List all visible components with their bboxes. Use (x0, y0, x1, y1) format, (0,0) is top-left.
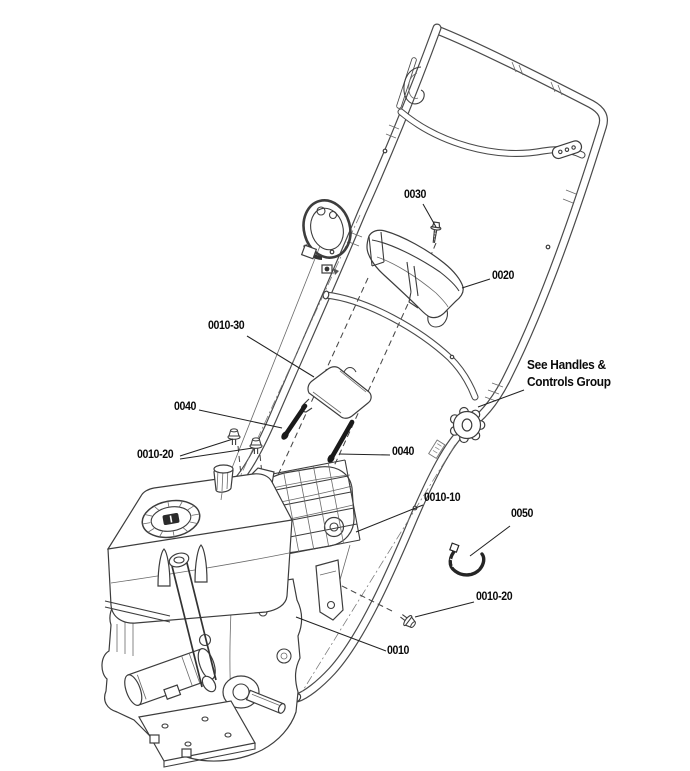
callout-0010-30: 0010-30 (208, 320, 245, 332)
callout-0020: 0020 (492, 270, 515, 282)
note-line-1: See Handles & (527, 358, 606, 372)
part-0040-bolt-right (326, 422, 352, 464)
part-0010-20-bolt-a (228, 429, 240, 445)
callout-0030: 0030 (404, 189, 427, 201)
note-handles-controls-group (527, 357, 611, 390)
callout-0010-20-left: 0010-20 (137, 449, 174, 461)
callout-0010-20-bottom: 0010-20 (476, 591, 513, 603)
part-0050-spring-clip (450, 543, 484, 575)
note-line-2: Controls Group (527, 374, 611, 389)
callout-0040-left: 0040 (174, 401, 197, 413)
callout-0040-right: 0040 (392, 446, 415, 458)
part-0010-30-bracket (302, 367, 372, 419)
callout-0010: 0010 (387, 645, 410, 657)
control-cable (232, 246, 320, 468)
callout-0050: 0050 (511, 508, 534, 520)
part-0010-engine (102, 460, 360, 767)
callout-0010-10: 0010-10 (424, 492, 461, 504)
side-mount-bracket (316, 560, 343, 620)
part-0010-20-bolt-bottom (398, 611, 418, 630)
